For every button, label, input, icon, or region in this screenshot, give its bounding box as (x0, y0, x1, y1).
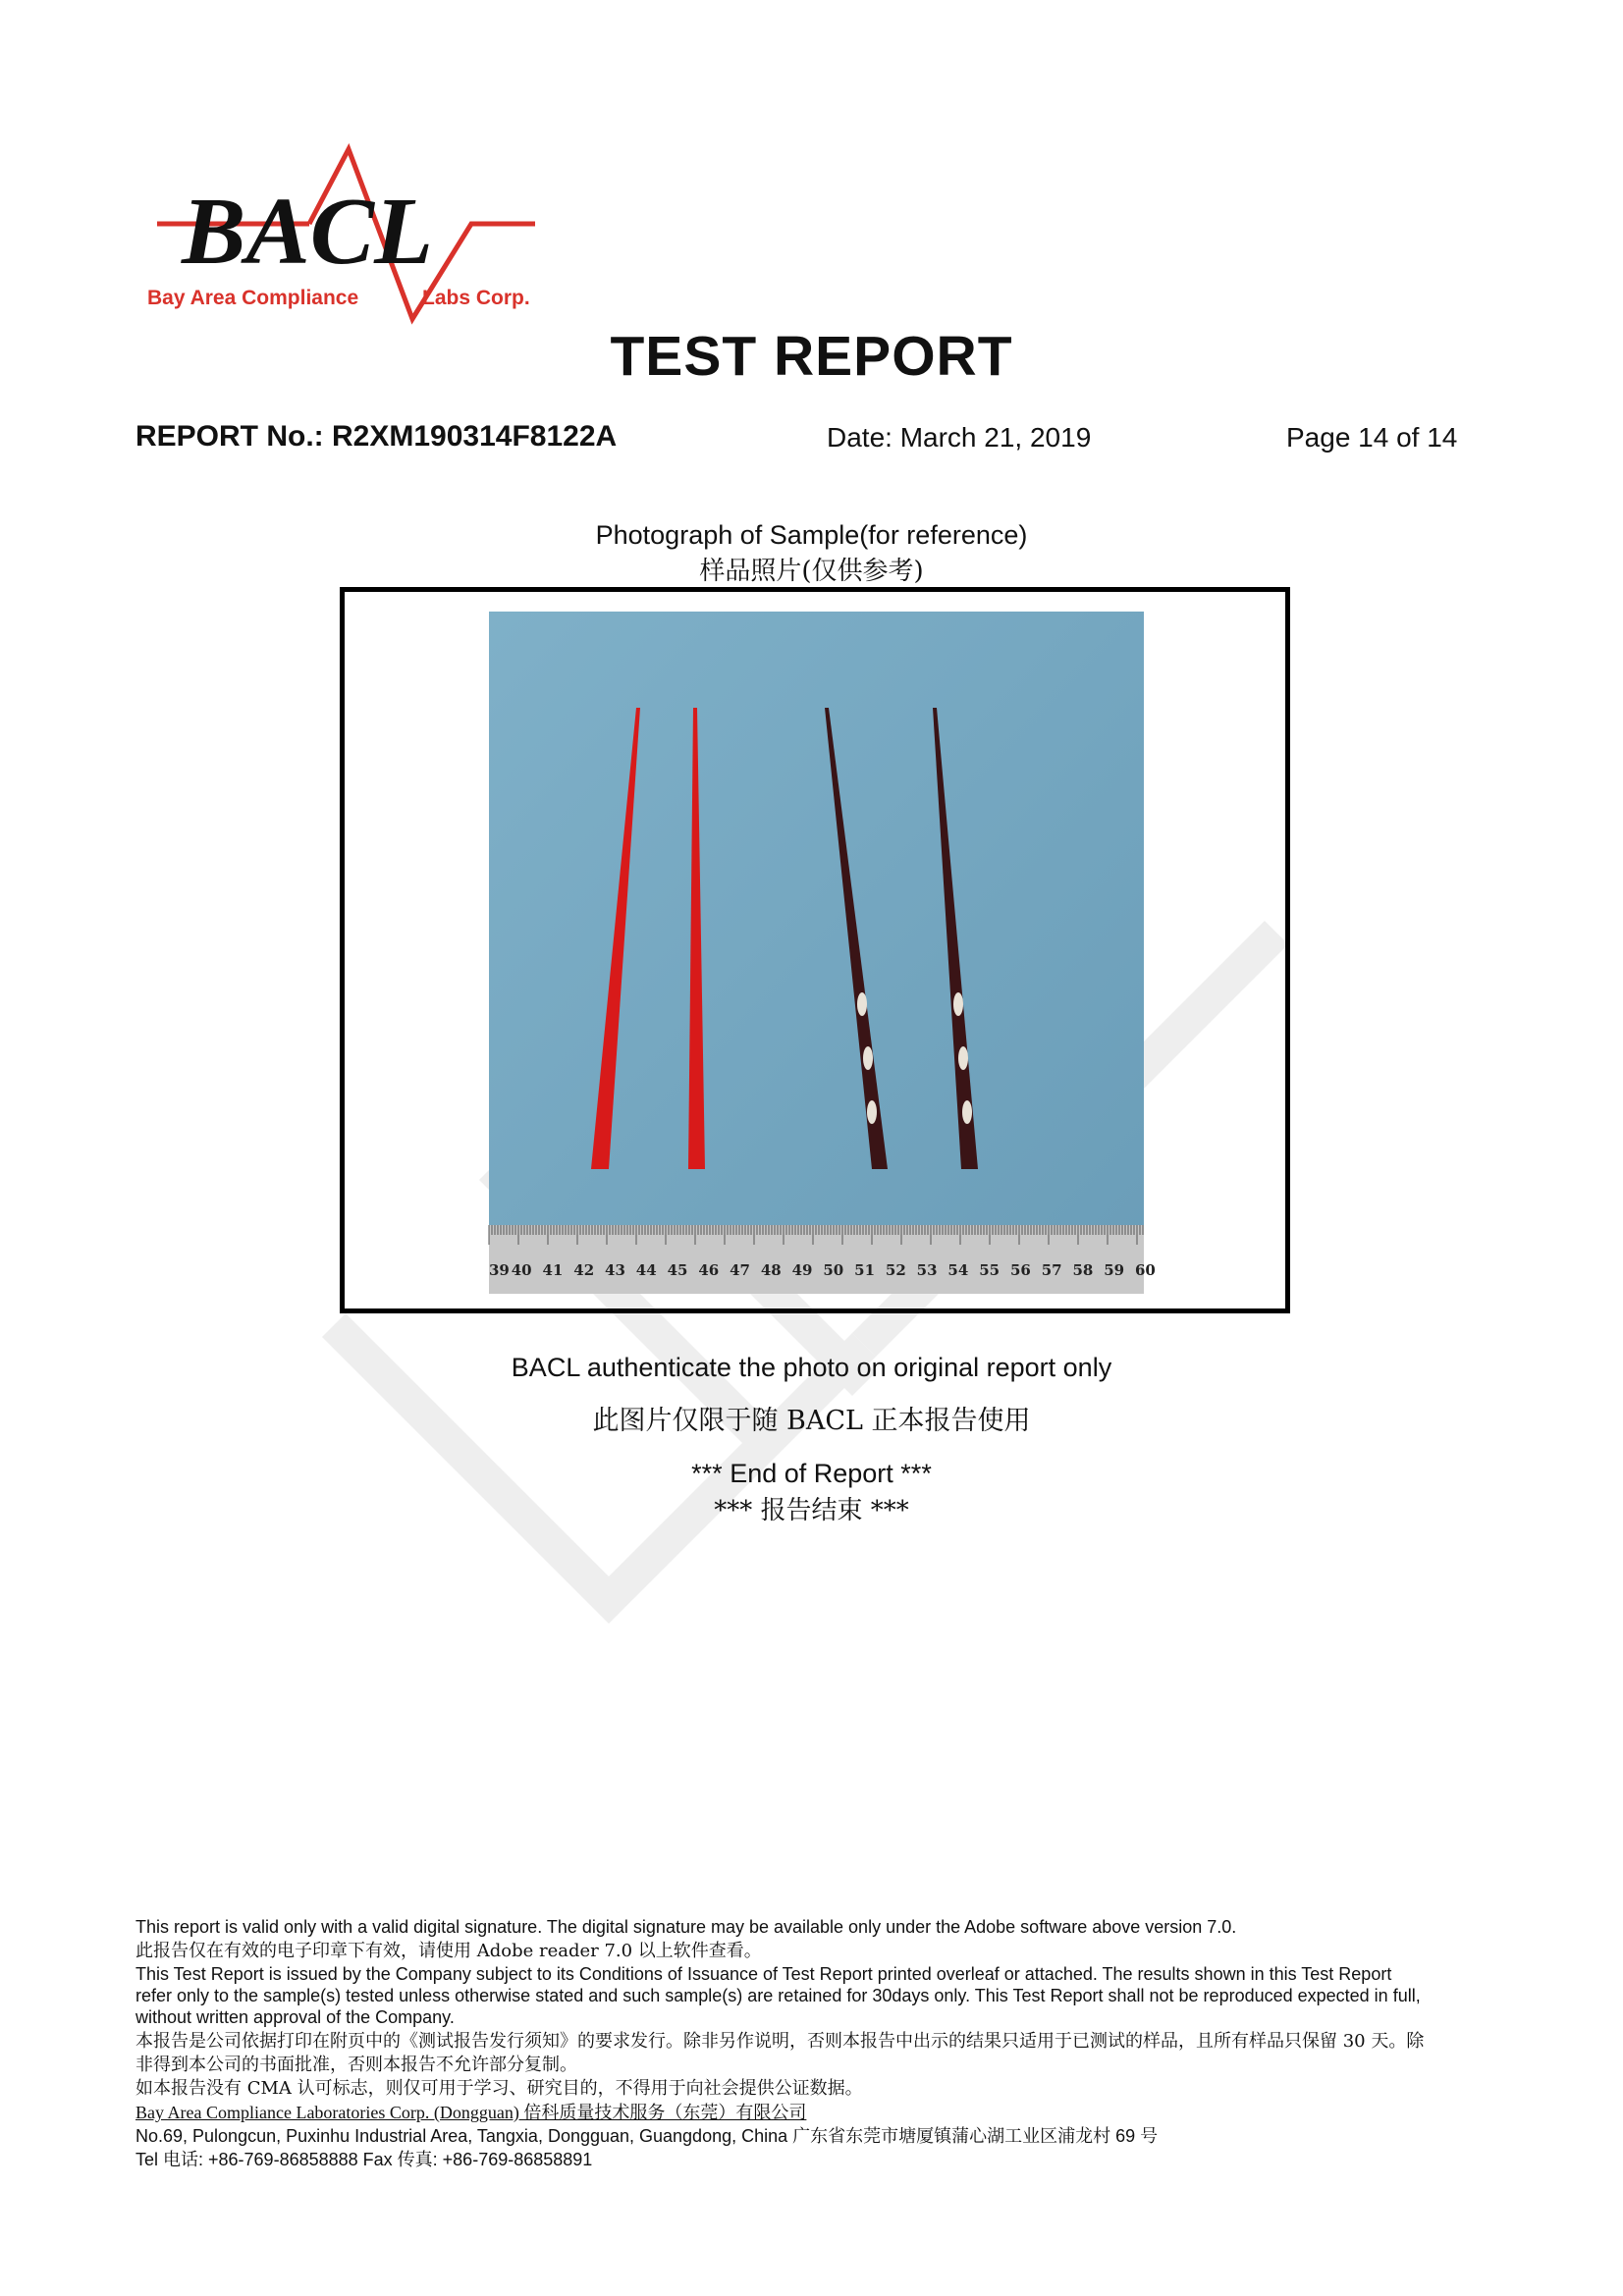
report-number: REPORT No.: R2XM190314F8122A (135, 420, 618, 453)
footer-line-7: 非得到本公司的书面批准，否则本报告不允许部分复制。 (135, 2055, 577, 2075)
footer-phone: Tel 电话: +86-769-86858888 Fax 传真: +86-769-86858891 (135, 2150, 593, 2169)
footer-company: Bay Area Compliance Laboratories Corp. (Dongguan) 倍科质量技术服务（东莞）有限公司 (135, 2103, 807, 2122)
authentication-note-en: BACL authenticate the photo on original report only (511, 1353, 1112, 1382)
page-indicator: Page 14 of 14 (1286, 422, 1458, 453)
footer-line-8: 如本报告没有 CMA 认可标志，则仅可用于学习、研究目的，不得用于向社会提供公证数据。 (135, 2078, 863, 2099)
ruler-label: 39 (489, 1261, 510, 1279)
end-of-report-zh: *** 报告结束 *** (714, 1496, 909, 1525)
ruler-label: 54 (947, 1261, 969, 1279)
bacl-logo (137, 137, 550, 334)
ruler-label: 49 (791, 1261, 813, 1279)
footer-line-6: 本报告是公司依据打印在附页中的《测试报告发行须知》的要求发行。除非另作说明，否则本报告中出示的结果只适用于已测试的样品，且所有样品只保留 30 天。除 (135, 2031, 1425, 2052)
ruler-label: 43 (605, 1261, 625, 1279)
photo-caption-en: Photograph of Sample(for reference) (595, 520, 1028, 550)
ruler-label: 45 (667, 1261, 688, 1279)
logo-wordmark: BACL (182, 179, 433, 285)
ruler-label: 55 (979, 1261, 1001, 1279)
end-of-report-en: *** End of Report *** (691, 1459, 932, 1488)
ruler-label: 52 (885, 1261, 906, 1279)
ruler-label: 50 (823, 1261, 844, 1279)
footer-address: No.69, Pulongcun, Puxinhu Industrial Area, Tangxia, Dongguan, Guangdong, China 广东省东莞市塘厦镇蒲心湖工业区浦龙村 69 号 (135, 2126, 1159, 2146)
ruler-label: 53 (916, 1261, 938, 1279)
logo-right-text: Labs Corp. (422, 287, 530, 309)
ruler-label: 42 (573, 1261, 595, 1279)
sample-photo (489, 612, 1156, 1294)
ruler-label: 58 (1072, 1261, 1094, 1279)
footer-line-4: refer only to the sample(s) tested unless otherwise stated and such sample(s) are retained for 30days only. This Test Report shall not be reproduced expected in full, (135, 1986, 1421, 2005)
footer-line-1: This report is valid only with a valid digital signature. The digital signature may be available only under the Adobe software above version 7.0. (135, 1917, 1237, 1937)
ruler-label: 59 (1104, 1261, 1125, 1279)
report-title: TEST REPORT (610, 325, 1013, 388)
photo-caption-zh: 样品照片(仅供参考) (699, 557, 924, 586)
report-date: Date: March 21, 2019 (827, 422, 1092, 453)
footer-line-2: 此报告仅在有效的电子印章下有效，请使用 Adobe reader 7.0 以上软件查看。 (135, 1941, 762, 1961)
ruler-label: 51 (854, 1261, 876, 1279)
ruler-label: 57 (1041, 1261, 1062, 1279)
ruler (489, 1225, 1144, 1294)
logo-left-text: Bay Area Compliance (147, 287, 359, 309)
footer-line-3: This Test Report is issued by the Company subject to its Conditions of Issuance of Test Report printed overleaf or attached. The results shown in this Test Report (135, 1964, 1392, 1984)
authentication-note-zh: 此图片仅限于随 BACL 正本报告使用 (592, 1406, 1031, 1436)
ruler-label: 41 (542, 1261, 564, 1279)
ruler-label: 48 (760, 1261, 782, 1279)
footer-line-5: without written approval of the Company. (135, 2007, 455, 2027)
ruler-label: 60 (1135, 1261, 1156, 1279)
ruler-label: 56 (1009, 1261, 1031, 1279)
ruler-label: 46 (698, 1261, 720, 1279)
ruler-label: 47 (730, 1261, 750, 1279)
ruler-label: 44 (635, 1261, 657, 1279)
ruler-label: 40 (511, 1261, 532, 1279)
